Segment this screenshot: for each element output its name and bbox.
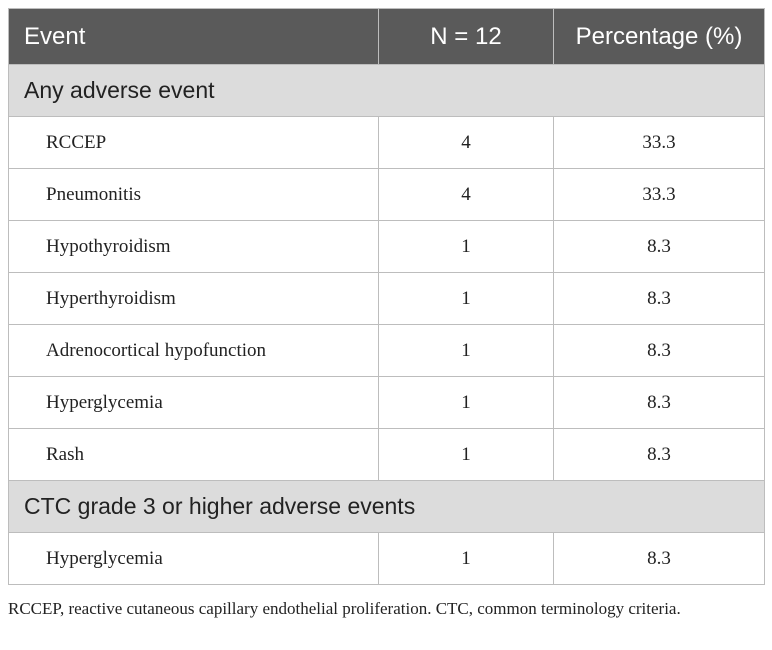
event-cell: Adrenocortical hypofunction: [9, 325, 379, 377]
table-row: [9, 273, 765, 325]
event-cell: Hypothyroidism: [9, 221, 379, 273]
n-cell: 1: [379, 325, 554, 377]
adverse-events-table: [8, 8, 765, 585]
n-cell: 1: [379, 429, 554, 481]
n-cell: 1: [379, 533, 554, 585]
section-row: [9, 481, 765, 533]
event-cell: Hyperglycemia: [9, 377, 379, 429]
table-row: [9, 533, 765, 585]
section-title: CTC grade 3 or higher adverse events: [9, 481, 765, 533]
percentage-cell: 33.3: [554, 169, 765, 221]
percentage-cell: 8.3: [554, 377, 765, 429]
event-cell: RCCEP: [9, 117, 379, 169]
n-cell: 1: [379, 221, 554, 273]
table-row: [9, 169, 765, 221]
event-cell: Pneumonitis: [9, 169, 379, 221]
event-cell: Hyperthyroidism: [9, 273, 379, 325]
percentage-cell: 8.3: [554, 429, 765, 481]
section-title: Any adverse event: [9, 65, 765, 117]
table-row: [9, 377, 765, 429]
table-row: [9, 221, 765, 273]
table-row: [9, 429, 765, 481]
n-cell: 4: [379, 117, 554, 169]
percentage-cell: 8.3: [554, 221, 765, 273]
n-cell: 4: [379, 169, 554, 221]
event-cell: Rash: [9, 429, 379, 481]
percentage-cell: 8.3: [554, 533, 765, 585]
percentage-cell: 33.3: [554, 117, 765, 169]
percentage-cell: 8.3: [554, 273, 765, 325]
table-footnote: RCCEP, reactive cutaneous capillary endothelial proliferation. CTC, common terminology criteria.: [8, 599, 681, 618]
header-percentage: Percentage (%): [554, 9, 765, 65]
percentage-cell: 8.3: [554, 325, 765, 377]
header-n: N = 12: [379, 9, 554, 65]
table-row: [9, 117, 765, 169]
n-cell: 1: [379, 273, 554, 325]
event-cell: Hyperglycemia: [9, 533, 379, 585]
header-event: Event: [9, 9, 379, 65]
table-row: [9, 325, 765, 377]
n-cell: 1: [379, 377, 554, 429]
table-header-row: [9, 9, 765, 65]
section-row: [9, 65, 765, 117]
